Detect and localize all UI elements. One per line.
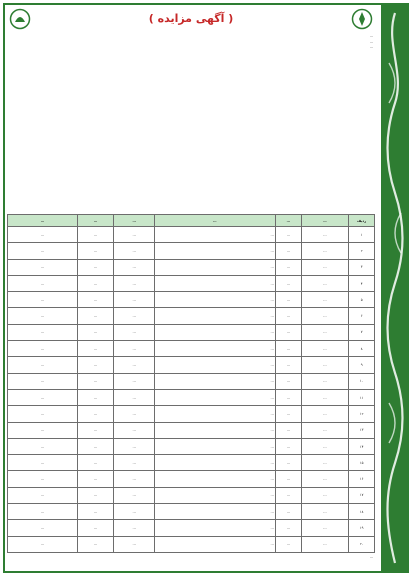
column-header: … xyxy=(301,215,349,227)
table-cell: … xyxy=(301,324,349,340)
table-cell: … xyxy=(8,227,78,243)
table-cell: … xyxy=(301,389,349,405)
table-cell: … xyxy=(154,406,275,422)
table-cell: … xyxy=(8,520,78,536)
table-cell: … xyxy=(301,227,349,243)
table-cell: … xyxy=(114,389,154,405)
table-cell: ۸ xyxy=(349,341,375,357)
table-cell: … xyxy=(77,308,114,324)
table-cell: … xyxy=(301,536,349,552)
table-cell: … xyxy=(114,292,154,308)
footnote: … xyxy=(369,554,373,559)
table-cell: … xyxy=(8,389,78,405)
table-cell: … xyxy=(301,292,349,308)
table-cell: … xyxy=(114,438,154,454)
table-cell: … xyxy=(77,455,114,471)
table-cell: … xyxy=(154,308,275,324)
table-row xyxy=(8,406,375,422)
table-cell: … xyxy=(8,471,78,487)
table-cell: … xyxy=(275,536,301,552)
table-cell: … xyxy=(8,324,78,340)
table-cell: … xyxy=(275,357,301,373)
table-cell: … xyxy=(275,373,301,389)
table-row xyxy=(8,536,375,552)
table-cell: … xyxy=(77,438,114,454)
table-cell: ۱۵ xyxy=(349,455,375,471)
table-cell: … xyxy=(114,324,154,340)
table-cell: … xyxy=(114,536,154,552)
table-cell: ۲ xyxy=(349,243,375,259)
table-cell: … xyxy=(77,275,114,291)
table-cell: … xyxy=(301,341,349,357)
table-cell: … xyxy=(154,227,275,243)
table-cell: … xyxy=(77,422,114,438)
table-row xyxy=(8,471,375,487)
table-cell: … xyxy=(8,536,78,552)
table-cell: … xyxy=(301,422,349,438)
table-cell: … xyxy=(301,504,349,520)
table-cell: … xyxy=(154,373,275,389)
table-cell: … xyxy=(114,487,154,503)
table-cell: … xyxy=(77,227,114,243)
table-row xyxy=(8,275,375,291)
table-cell: … xyxy=(77,292,114,308)
terms-section xyxy=(7,34,375,212)
table-cell: … xyxy=(114,455,154,471)
table-cell: … xyxy=(77,536,114,552)
table-cell: … xyxy=(275,504,301,520)
table-cell: ۵ xyxy=(349,292,375,308)
table-cell: … xyxy=(114,520,154,536)
column-header: … xyxy=(154,215,275,227)
table-cell: ۱۸ xyxy=(349,504,375,520)
table-cell: … xyxy=(77,389,114,405)
table-row xyxy=(8,373,375,389)
table-cell: … xyxy=(77,259,114,275)
table-cell: … xyxy=(8,438,78,454)
table-row xyxy=(8,227,375,243)
table-cell: ۱ xyxy=(349,227,375,243)
column-header: … xyxy=(77,215,114,227)
table-cell: … xyxy=(114,341,154,357)
table-cell: … xyxy=(154,259,275,275)
table-cell: … xyxy=(8,243,78,259)
table-cell: … xyxy=(8,487,78,503)
table-cell: … xyxy=(114,259,154,275)
table-cell: ۷ xyxy=(349,324,375,340)
table-cell: ۱۰ xyxy=(349,373,375,389)
table-cell: … xyxy=(275,308,301,324)
table-row xyxy=(8,341,375,357)
notice-header xyxy=(7,6,375,34)
table-cell: … xyxy=(301,520,349,536)
table-cell: … xyxy=(114,422,154,438)
table-cell: ۳ xyxy=(349,259,375,275)
table-cell: … xyxy=(275,438,301,454)
table-cell: … xyxy=(275,341,301,357)
table-cell: … xyxy=(301,487,349,503)
table-row xyxy=(8,308,375,324)
table-cell: … xyxy=(154,243,275,259)
table-cell: … xyxy=(275,243,301,259)
table-cell: … xyxy=(154,487,275,503)
table-row xyxy=(8,438,375,454)
table-cell: … xyxy=(77,406,114,422)
table-row xyxy=(8,243,375,259)
table-row xyxy=(8,324,375,340)
table-cell: … xyxy=(114,308,154,324)
table-cell: … xyxy=(301,259,349,275)
terms-paragraph: … xyxy=(369,45,373,50)
table-cell: … xyxy=(77,504,114,520)
table-cell: … xyxy=(8,275,78,291)
table-cell: … xyxy=(77,471,114,487)
table-cell: … xyxy=(8,308,78,324)
table-cell: … xyxy=(275,227,301,243)
table-cell: … xyxy=(154,520,275,536)
table-cell: … xyxy=(114,504,154,520)
table-cell: … xyxy=(77,341,114,357)
table-cell: … xyxy=(301,455,349,471)
table-row xyxy=(8,389,375,405)
table-cell: ۱۴ xyxy=(349,438,375,454)
table-cell: … xyxy=(154,471,275,487)
table-cell: … xyxy=(8,504,78,520)
table-cell: ۶ xyxy=(349,308,375,324)
table-cell: … xyxy=(154,504,275,520)
table-cell: … xyxy=(77,373,114,389)
table-row xyxy=(8,520,375,536)
table-cell: … xyxy=(301,438,349,454)
table-cell: … xyxy=(301,275,349,291)
table-cell: … xyxy=(8,373,78,389)
table-cell: … xyxy=(77,357,114,373)
terms-paragraph: … xyxy=(369,34,373,38)
table-cell: … xyxy=(275,520,301,536)
table-cell: … xyxy=(154,422,275,438)
table-cell: … xyxy=(114,373,154,389)
table-cell: … xyxy=(114,357,154,373)
table-cell: … xyxy=(77,324,114,340)
table-cell: … xyxy=(8,422,78,438)
table-cell: ۱۱ xyxy=(349,389,375,405)
table-cell: … xyxy=(301,243,349,259)
table-header-row xyxy=(8,215,375,227)
table-cell: … xyxy=(154,324,275,340)
table-cell: … xyxy=(154,536,275,552)
table-cell: … xyxy=(275,487,301,503)
table-row xyxy=(8,259,375,275)
table-cell: … xyxy=(275,455,301,471)
table-body xyxy=(8,227,375,553)
emblem-icon xyxy=(9,8,31,30)
table-cell: … xyxy=(275,406,301,422)
table-cell: … xyxy=(154,275,275,291)
auction-table xyxy=(7,214,375,553)
table-cell: ۱۲ xyxy=(349,406,375,422)
table-cell: … xyxy=(154,357,275,373)
table-cell: … xyxy=(301,406,349,422)
table-cell: … xyxy=(77,243,114,259)
table-row xyxy=(8,422,375,438)
table-cell: … xyxy=(154,389,275,405)
table-row xyxy=(8,504,375,520)
table-cell: … xyxy=(77,487,114,503)
table-cell: … xyxy=(301,471,349,487)
column-header: … xyxy=(8,215,78,227)
table-cell: … xyxy=(8,341,78,357)
table-cell: ۱۹ xyxy=(349,520,375,536)
table-cell: … xyxy=(275,471,301,487)
table-cell: … xyxy=(301,357,349,373)
table-cell: ۱۳ xyxy=(349,422,375,438)
table-cell: … xyxy=(154,455,275,471)
table-cell: … xyxy=(275,292,301,308)
column-header: ردیف xyxy=(349,215,375,227)
table-cell: ۱۷ xyxy=(349,487,375,503)
table-cell: … xyxy=(275,259,301,275)
table-cell: … xyxy=(8,406,78,422)
table-cell: … xyxy=(154,341,275,357)
column-header: … xyxy=(275,215,301,227)
table-cell: … xyxy=(301,373,349,389)
page-title: ( آگهی مزایده ) xyxy=(148,12,234,25)
table-cell: … xyxy=(8,259,78,275)
table-cell: … xyxy=(275,389,301,405)
table-row xyxy=(8,292,375,308)
table-cell: ۴ xyxy=(349,275,375,291)
table-cell: ۹ xyxy=(349,357,375,373)
table-row xyxy=(8,357,375,373)
table-cell: ۱۶ xyxy=(349,471,375,487)
table-cell: … xyxy=(114,471,154,487)
table-cell: … xyxy=(275,324,301,340)
table-cell: … xyxy=(154,292,275,308)
table-cell: … xyxy=(114,406,154,422)
table-cell: ۲۰ xyxy=(349,536,375,552)
table-row xyxy=(8,455,375,471)
table-cell: … xyxy=(154,438,275,454)
table-cell: … xyxy=(8,292,78,308)
terms-paragraph: … xyxy=(369,39,373,44)
table-cell: … xyxy=(114,227,154,243)
table-row xyxy=(8,487,375,503)
table-cell: … xyxy=(275,422,301,438)
table-cell: … xyxy=(275,275,301,291)
table-cell: … xyxy=(301,308,349,324)
notice-content xyxy=(7,6,375,570)
table-cell: … xyxy=(114,243,154,259)
table-cell: … xyxy=(114,275,154,291)
calligraphy-ornament-icon xyxy=(381,3,409,573)
table-cell: … xyxy=(8,357,78,373)
column-header: … xyxy=(114,215,154,227)
table-cell: … xyxy=(77,520,114,536)
table-cell: … xyxy=(8,455,78,471)
